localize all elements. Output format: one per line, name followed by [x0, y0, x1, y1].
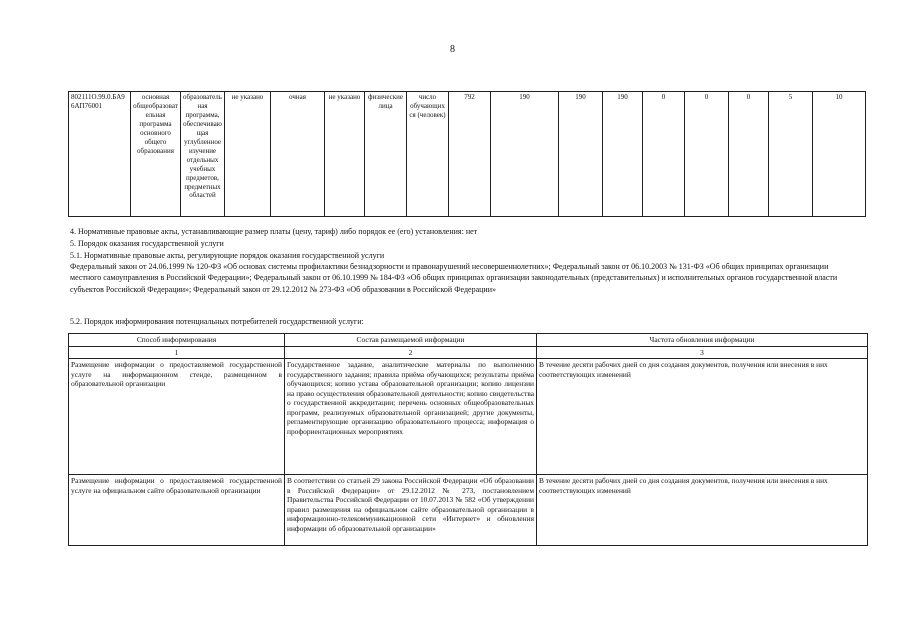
header-content: Состав размещаемой информации [285, 334, 537, 347]
column-number: 1 [69, 346, 285, 359]
program-type-cell: основная общеобразовательная программа основного общего образования [131, 92, 181, 217]
column-number: 2 [285, 346, 537, 359]
update-frequency-cell: В течение десяти рабочих дней со дня создания документов, получения или внесения в них соответствующих изменений [537, 359, 868, 475]
indicator-row [69, 92, 866, 217]
header-method: Способ информирования [69, 334, 285, 347]
information-content-cell: Государственное задание, аналитические материалы по выполнению государственного задания; правила приёма обучающихся; результаты приёма обучающихся; копию устава образовательной организации; копию лицензии на право осуществления образовательной деятельности; копию свидетельства о государственной аккредитации; перечень основных общеобразовательных программ, реализуемых образовательной организацией; другие документы, регламентирующие организацию образовательного процесса; информация о профориентационных мероприятиях [285, 359, 537, 475]
section-5-2-heading: 5.2. Порядок информирования потенциальных потребителей государственной услуги: [70, 317, 364, 326]
deviation-absolute-cell: 10 [813, 92, 866, 217]
informing-method-cell: Размещение информации о предоставляемой государственной услуге на официальном сайте образовательной организации [69, 475, 285, 546]
information-content-cell: В соответствии со статьей 29 закона Российской Федерации «Об образовании в Российской Федерации» от 29.12.2012 № 273, постановлением Правительства Российской Федерации от 10.07.2013 № 582 «Об утверждении правил размещения на официальном сайте образовательной организации в информационно-телекоммуникационной сети «Интернет» и обновления информации об образовательной организации» [285, 475, 537, 546]
deviation-percent-cell: 5 [769, 92, 813, 217]
value-year2-cell: 190 [559, 92, 603, 217]
column-number: 3 [537, 346, 868, 359]
header-frequency: Частота обновления информации [537, 334, 868, 347]
condition-cell: не указано [325, 92, 365, 217]
consumer-cell: физические лица [365, 92, 407, 217]
program-kind-cell: образовательная программа, обеспечивающая углубленное изучение отдельных учебных предметов, предметных областей [181, 92, 225, 217]
okei-code-cell: 792 [449, 92, 491, 217]
section-5-1-heading: 5.1. Нормативные правовые акты, регулирующие порядок оказания государственной услуги [70, 251, 385, 260]
fee-year2-cell: 0 [685, 92, 729, 217]
informing-procedure-table [68, 333, 868, 546]
column-number-row [69, 346, 868, 359]
value-year3-cell: 190 [603, 92, 643, 217]
table-header-row [69, 334, 868, 347]
informing-method-cell: Размещение информации о предоставляемой государственной услуге на информационном стенде, размещенном в образовательной организации [69, 359, 285, 475]
form-of-study-cell: очная [271, 92, 325, 217]
federal-laws-paragraph: Федеральный закон от 24.06.1999 № 120-ФЗ «Об основах системы профилактики безнадзорности и правонарушений несовершеннолетних»; Федеральный закон от 06.10.2003 № 131-ФЗ «Об общих принципах организации местного самоуправления в Российской Федерации»; Федеральный закон от 06.10.1999 № 184-ФЗ «Об общих принципах организации законодательных (представительных) и исполнительных органов государственной власти субъектов Российской Федерации»; Федеральный закон от 29.12.2012 № 273-ФЗ «Об образовании в Российской Федерации» [70, 262, 838, 294]
section-5-heading: 5. Порядок оказания государственной услуги [70, 239, 224, 248]
fee-year3-cell: 0 [729, 92, 769, 217]
update-frequency-cell: В течение десяти рабочих дней со дня создания документов, получения или внесения в них соответствующих изменений [537, 475, 868, 546]
category-cell: не указано [225, 92, 271, 217]
fee-year1-cell: 0 [643, 92, 685, 217]
table-row [69, 359, 868, 475]
value-year1-cell: 190 [491, 92, 559, 217]
section-4-fees-paragraph: 4. Нормативные правовые акты, устанавливающие размер платы (цену, тариф) либо порядок ее (его) установления: нет [70, 227, 478, 236]
service-indicator-table [68, 91, 866, 217]
indicator-name-cell: число обучающихся (человек) [407, 92, 449, 217]
table-row [69, 475, 868, 546]
registry-code-cell: 802111О.99.0.БА96АП76001 [69, 92, 131, 217]
page-number: 8 [450, 44, 455, 55]
